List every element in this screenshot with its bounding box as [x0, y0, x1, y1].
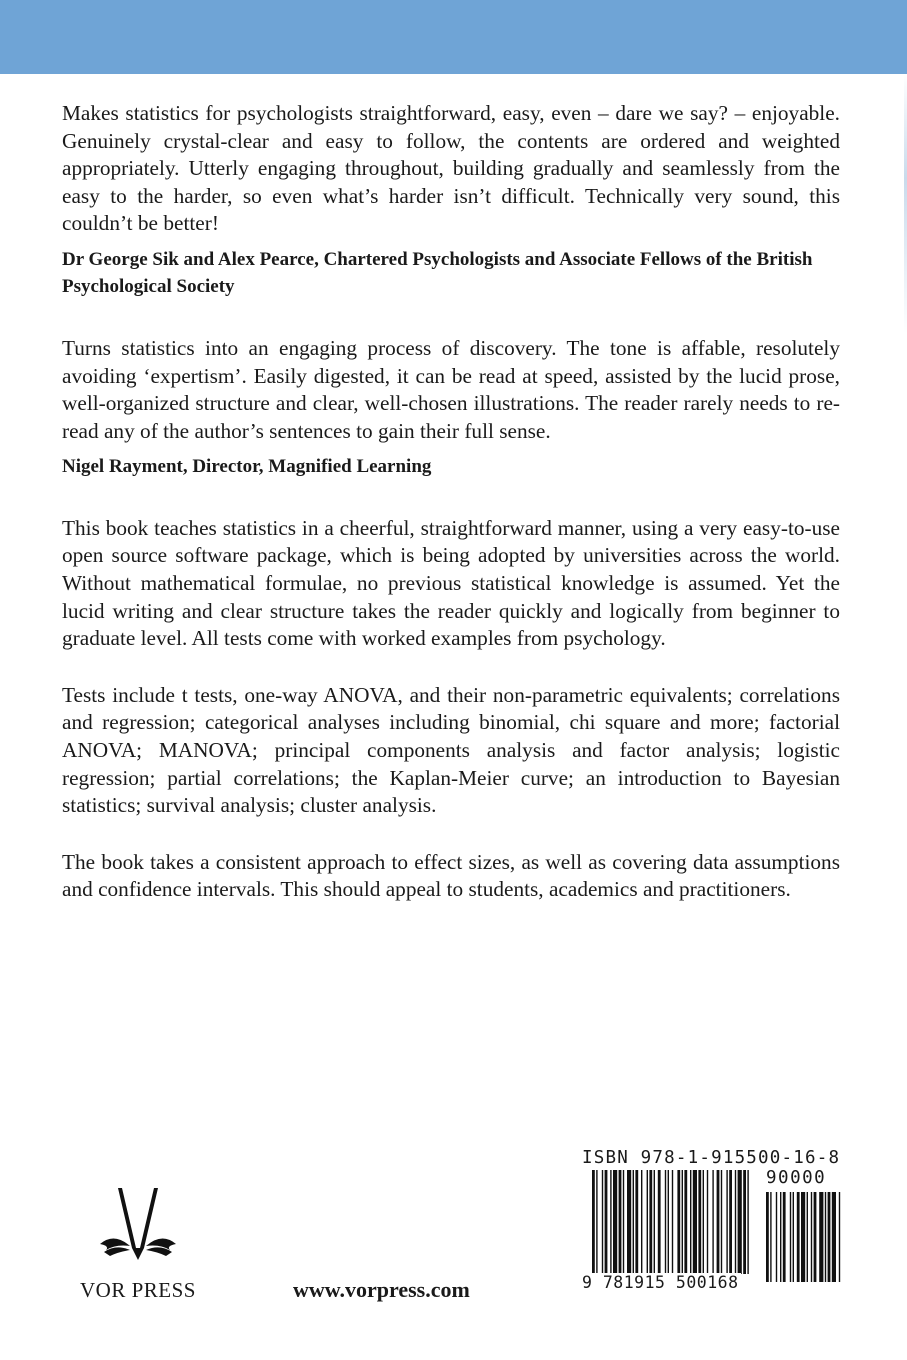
quote-1-text: Makes statistics for psychologists straightforward, easy, even – dare we say? – enjoyable. Genuinely crystal-clear and easy to follow, the contents are ordered and weighted appropriately. Utterly engaging throughout, building gradually and seamlessly from the easy to the harder, so even what’s harder isn’t difficult. Technically very sound, this couldn’t be better! [62, 101, 840, 236]
quote-2-text: Turns statistics into an engaging process of discovery. The tone is affable, resolutely avoiding ‘expertism’. Easily digested, it can be read at speed, assisted by the lucid prose, well-organized structure and clear, well-chosen illustrations. The reader rarely needs to re-read any of the author’s sentences to gain their full sense. [62, 335, 840, 443]
publisher-name: VOR PRESS [80, 1278, 196, 1302]
quote-2-attribution: Nigel Rayment, Director, Magnified Learning [62, 456, 432, 478]
publisher-logo [76, 1186, 200, 1306]
isbn-label: ISBN 978-1-915500-16-8 [582, 1148, 841, 1168]
barcode-digits: 9 781915 500168 [582, 1273, 739, 1292]
quill-v-icon [96, 1186, 180, 1266]
publisher-website[interactable]: www.vorpress.com [293, 1277, 470, 1302]
description-paragraph-1: This book teaches statistics in a cheerful, straightforward manner, using a very easy-to-use open source software package, which is being adopted by universities across the world. Without mathematical formulae, no previous statistical knowledge is assumed. Yet the lucid writing and clear structure takes the reader quickly and logically from beginner to graduate level. All tests come with worked examples from psychology. [62, 515, 840, 651]
price-code: 90000 [766, 1168, 827, 1188]
description-paragraph-2: Tests include t tests, one-way ANOVA, and their non-parametric equivalents; correlations and regression; categorical analyses including binomial, chi square and more; factorial ANOVA; MANOVA; principal components analysis and factor analysis; logistic regression; partial correlations; the Kaplan-Meier curve; an introduction to Bayesian statistics; survival analysis; cluster analysis. [62, 682, 840, 818]
back-cover-text [62, 100, 840, 904]
top-color-band [0, 0, 907, 74]
quote-1-attribution: Dr George Sik and Alex Pearce, Chartered Psychologists and Associate Fellows of the British Psychological Society [62, 248, 813, 298]
description-paragraph-3: The book takes a consistent approach to effect sizes, as well as covering data assumptions and confidence intervals. This should appeal to students, academics and practitioners. [62, 849, 840, 902]
isbn-barcode [578, 1144, 844, 1299]
